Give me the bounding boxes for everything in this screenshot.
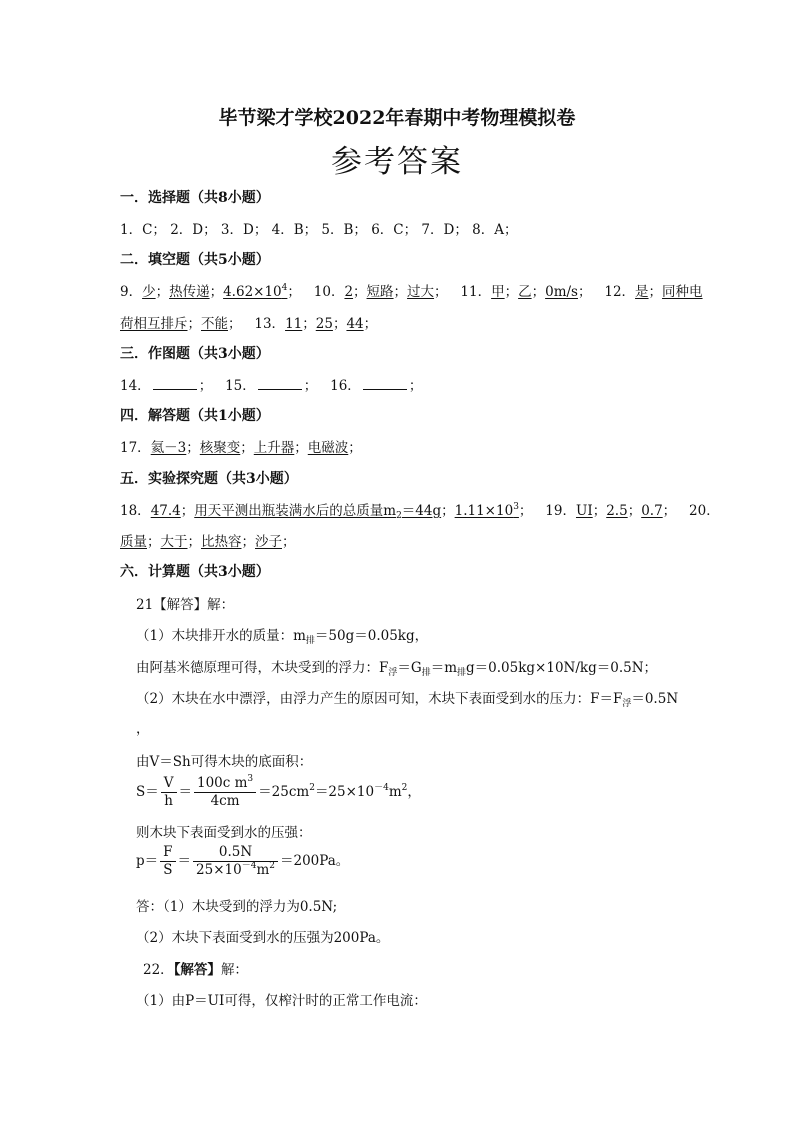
q22-line1: （1）由P＝UI可得，仅榨汁时的正常工作电流： <box>136 993 427 1009</box>
q21-line3: （2）木块在水中漂浮，由浮力产生的原因可知，木块下表面受到水的压力：$F=F_浮=0.5N$ <box>136 691 679 709</box>
q21-line6: 则木块下表面受到水的压强： <box>136 825 312 841</box>
section-heading-fill: 二．填空题（共5小题） <box>120 252 270 268</box>
fill-answers-line1: 9．少；热传递；$4.62\times 10^4$； 10．2；短路；过大； 11．甲；乙；0m/s； 12．是；同种电 <box>120 283 703 300</box>
q21-line2: 由阿基米德原理可得，木块受到的浮力：$F_浮=G_排=m_排g=0.05kg\times 10N/kg=0.5N$； <box>136 660 658 678</box>
q21-line1: （1）木块排开水的质量：$m_排=50g=0.05kg$， <box>136 628 429 646</box>
q21-heading: 21【解答】解： <box>136 597 235 613</box>
q21-area-formula: S＝ $\frac{V}{h}$ ＝ $\frac{100c m^3}{4cm}$ $=25cm^2=25\times 10^{-4}m^2$， <box>136 774 421 809</box>
page-title: 毕节梁才学校2022年春期中考物理模拟卷 <box>218 107 576 129</box>
section-heading-answer: 四．解答题（共1小题） <box>120 408 270 424</box>
experiment-answers-line1: 18．47.4；用天平测出瓶装满水后的总质量$m_2=44g$；$1.11\times 10^3$； 19．UI；2.5；0.7； 20． <box>120 502 720 521</box>
fill-answers-line2: 荷相互排斥；不能； 13．11；25；44； <box>120 316 378 332</box>
drawing-answers: 14． ； 15． ； 16． ； <box>120 378 423 394</box>
section-heading-drawing: 三．作图题（共3小题） <box>120 346 270 362</box>
section-heading-experiment: 五．实验探究题（共3小题） <box>120 471 298 487</box>
q21-pressure-formula: p＝ $\frac{F}{S}$ ＝ $\frac{0.5N}{25\times 10^{-4}m^2}$ ＝200Pa。 <box>136 844 350 878</box>
q21-answer2: （2）木块下表面受到水的压强为200Pa。 <box>136 930 390 946</box>
section-heading-choice: 一．选择题（共8小题） <box>120 190 270 206</box>
experiment-answers-line2: 质量；大于；比热容；沙子； <box>120 534 296 550</box>
answer-q17: 17．氦－3；核聚变；上升器；电磁波； <box>120 440 362 456</box>
q21-line4: ， <box>136 721 150 737</box>
q22-heading: 22．【解答】解： <box>143 962 248 978</box>
q21-line5: 由V＝Sh可得木块的底面积： <box>136 754 313 770</box>
page-subtitle: 参考答案 <box>331 144 463 180</box>
choice-answers: 1．C； 2．D； 3．D； 4．B； 5．B； 6．C； 7．D； 8．A； <box>120 222 518 238</box>
section-heading-calc: 六．计算题（共3小题） <box>120 564 270 580</box>
q21-answer1: 答：（1）木块受到的浮力为0.5N; <box>136 899 338 915</box>
